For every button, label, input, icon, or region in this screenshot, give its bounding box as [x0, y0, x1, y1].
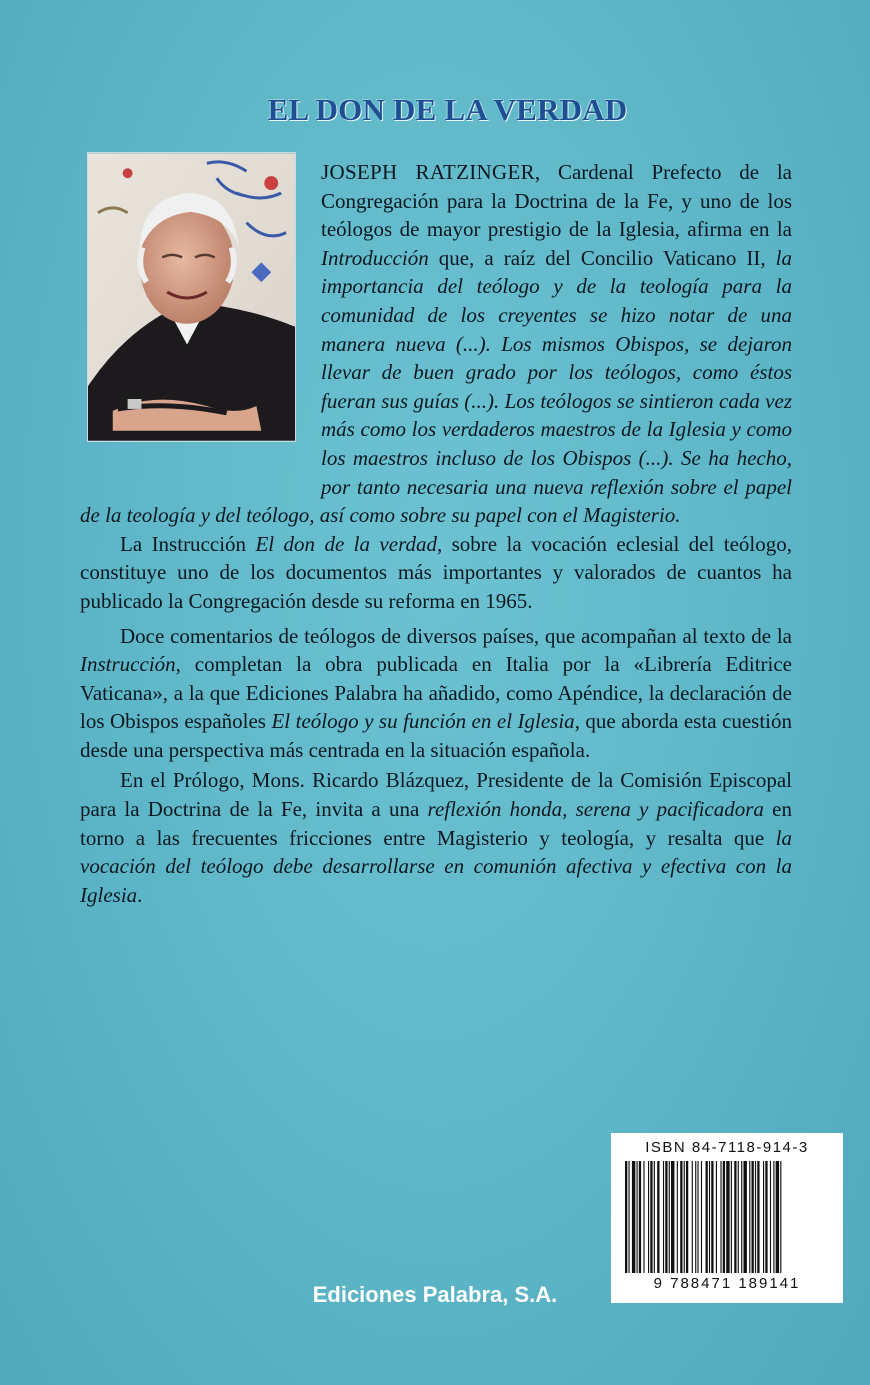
book-title: EL DON DE LA VERDAD — [267, 92, 628, 127]
italic-span: Instrucción — [80, 652, 176, 677]
body-text — [80, 158, 792, 909]
publisher-name: Ediciones Palabra, S.A. — [312, 1282, 558, 1307]
text-span: , sobre la vocación eclesial del teólogo, constituye uno de los documentos más importantes y valorados de cuantos ha publicado la Congregación desde su reforma en 1965. — [80, 531, 792, 613]
text-span: , Cardenal Prefecto de la Congregación para la Doctrina de la Fe, y uno de los teólogos de mayor prestigio de la Iglesia, afirma en la — [321, 160, 792, 242]
paragraph-3 — [80, 622, 792, 765]
photo-spacer — [80, 158, 321, 476]
text-span: . — [137, 882, 143, 907]
text-span: En el Prólogo, Mons. Ricardo Blázquez, Presidente de la Comisión Episcopal para la Doctrina de la Fe, invita a una — [80, 768, 792, 822]
italic-span: El don de la verdad — [255, 531, 437, 556]
paragraph-2 — [80, 530, 792, 616]
ean-number: 9 788471 189141 — [653, 1275, 801, 1292]
italic-span: reflexión honda, serena y pacificadora — [427, 797, 764, 822]
text-span: en torno a las frecuentes fricciones entre Magisterio y teología, y resalta que — [80, 797, 792, 850]
text-span: , que aborda esta cuestión desde una perspectiva más centrada en la situación española. — [80, 709, 792, 762]
italic-quote: la importancia del teólogo y de la teología para la comunidad de los creyentes se hizo notar de una manera nueva (...). Los mismos Obispos, se dejaron llevar de buen grado por los teólogos, como éstos fueran sus guías (...). Los teólogos se sintieron cada vez más como los verdaderos maestros de la Iglesia y como los maestros incluso de los Obispos (...). Se ha hecho, por tanto necesaria una nueva reflexión sobre el papel de la teología y del teólogo, así como sobre su papel con el Magisterio. — [80, 245, 792, 528]
text-span: , completan la obra publicada en Italia por la «Librería Editrice Vaticana», a la que Ediciones Palabra ha añadido, como Apéndice, la declaración de los Obispos españoles — [80, 652, 792, 734]
text-span: que, a raíz del Concilio Vaticano II, — [428, 245, 776, 270]
text-span: La Instrucción — [120, 531, 256, 556]
paragraph-4 — [80, 766, 792, 909]
italic-span: Introducción — [321, 245, 429, 270]
italic-span: El teólogo y su función en el Iglesia — [271, 709, 575, 734]
author-name: JOSEPH RATZINGER — [321, 160, 535, 184]
italic-span: la vocación del teólogo debe desarrollarse en comunión afectiva y efectiva con la Iglesia — [80, 825, 792, 907]
barcode-label — [611, 1133, 843, 1303]
barcode-bars — [623, 1161, 831, 1273]
text-span: Doce comentarios de teólogos de diversos países, que acompañan al texto de la — [120, 623, 792, 648]
isbn-text: ISBN 84-7118-914-3 — [645, 1139, 809, 1156]
